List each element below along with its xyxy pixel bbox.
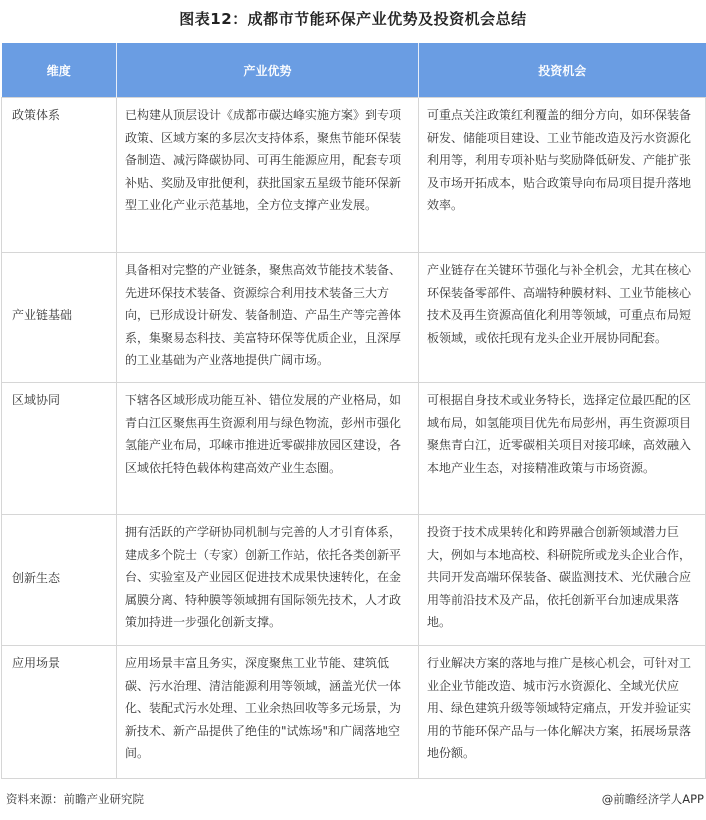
- opportunity-cell: 行业解决方案的落地与推广是核心机会，可针对工业企业节能改造、城市污水资源化、全域光伏应用、绿色建筑升级等领域特定痛点，开发并验证实用的节能环保产品与一体化解决方案，拓展场景落地份额。: [419, 646, 706, 779]
- opportunity-cell: 投资于技术成果转化和跨界融合创新领域潜力巨大，例如与本地高校、科研院所或龙头企业合作，共同开发高端环保装备、碳监测技术、光伏融合应用等前沿技术及产品，依托创新平台加速成果落地。: [419, 515, 706, 646]
- header-opportunity: 投资机会: [419, 43, 706, 98]
- chart-title: 图表12：成都市节能环保产业优势及投资机会总结: [179, 10, 527, 28]
- summary-table: [1, 43, 706, 779]
- advantage-cell: 下辖各区域形成功能互补、错位发展的产业格局，如青白江区聚焦再生资源利用与绿色物流，彭州市强化氢能产业布局，邛崃市推进近零碳排放园区建设，各区域依托特色载体构建高效产业生态圈。: [117, 383, 419, 515]
- advantage-cell: 应用场景丰富且务实，深度聚焦工业节能、建筑低碳、污水治理、清洁能源利用等领域，涵盖光伏一体化、装配式污水处理、工业余热回收等多元场景，为新技术、新产品提供了绝佳的"试炼场"和广阔落地空间。: [117, 646, 419, 779]
- header-dimension: 维度: [2, 43, 117, 98]
- table-row: [2, 515, 706, 646]
- advantage-cell: 具备相对完整的产业链条，聚焦高效节能技术装备、先进环保技术装备、资源综合利用技术装备三大方向，已形成设计研发、装备制造、产品生产等完善体系，集聚易态科技、美富特环保等优质企业，且深厚的工业基础为产业落地提供广阔市场。: [117, 253, 419, 383]
- table-header-row: [2, 43, 706, 98]
- opportunity-cell: 可根据自身技术或业务特长，选择定位最匹配的区域布局，如氢能项目优先布局彭州，再生资源项目聚焦青白江，近零碳相关项目对接邛崃，高效融入本地产业生态，对接精准政策与市场资源。: [419, 383, 706, 515]
- source-note: 资料来源：前瞻产业研究院: [6, 792, 144, 806]
- table-row: [2, 383, 706, 515]
- advantage-cell: 拥有活跃的产学研协同机制与完善的人才引育体系，建成多个院士（专家）创新工作站，依托各类创新平台、实验室及产业园区促进技术成果快速转化，在金属膜分离、特种膜等领域拥有国际领先技术，人才政策加持进一步强化创新支撑。: [117, 515, 419, 646]
- header-advantage: 产业优势: [117, 43, 419, 98]
- table-row: [2, 646, 706, 779]
- opportunity-cell: 可重点关注政策红利覆盖的细分方向，如环保装备研发、储能项目建设、工业节能改造及污水资源化利用等，利用专项补贴与奖励降低研发、产能扩张及市场开拓成本，贴合政策导向布局项目提升落地效率。: [419, 98, 706, 253]
- table-row: [2, 98, 706, 253]
- dimension-cell: 产业链基础: [2, 253, 117, 383]
- dimension-cell: 应用场景: [2, 646, 117, 779]
- advantage-cell: 已构建从顶层设计《成都市碳达峰实施方案》到专项政策、区域方案的多层次支持体系，聚焦节能环保装备制造、减污降碳协同、可再生能源应用，配套专项补贴、奖励及审批便利，获批国家五星级节能环保新型工业化产业示范基地，全方位支撑产业发展。: [117, 98, 419, 253]
- opportunity-cell: 产业链存在关键环节强化与补全机会，尤其在核心环保装备零部件、高端特种膜材料、工业节能核心技术及再生资源高值化利用等领域，可重点布局短板领域，或依托现有龙头企业开展协同配套。: [419, 253, 706, 383]
- table-row: [2, 253, 706, 383]
- dimension-cell: 政策体系: [2, 98, 117, 253]
- dimension-cell: 创新生态: [2, 515, 117, 646]
- dimension-cell: 区域协同: [2, 383, 117, 515]
- credit-note: @前瞻经济学人APP: [601, 792, 704, 806]
